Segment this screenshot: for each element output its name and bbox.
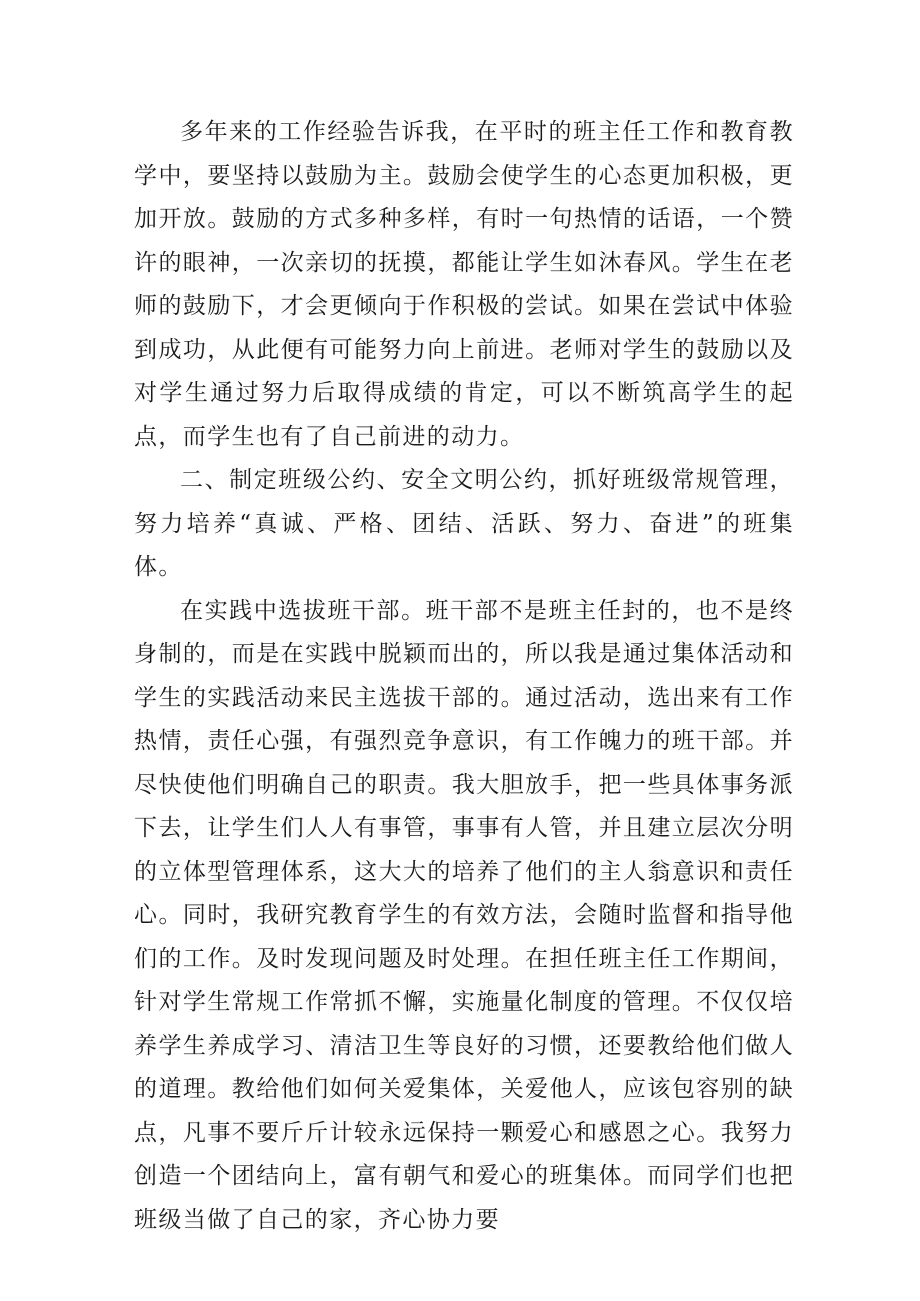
document-body	[134, 111, 794, 1242]
paragraph-encouragement: 多年来的工作经验告诉我，在平时的班主任工作和教育教学中，要坚持以鼓励为主。鼓励会使学生的心态更加积极，更加开放。鼓励的方式多种多样，有时一句热情的话语，一个赞许的眼神，一次亲切的抚摸，都能让学生如沐春风。学生在老师的鼓励下，才会更倾向于作积极的尝试。如果在尝试中体验到成功，从此便有可能努力向上前进。老师对学生的鼓励以及对学生通过努力后取得成绩的肯定，可以不断筑高学生的起点，而学生也有了自己前进的动力。	[134, 119, 794, 450]
section-heading-class-conventions: 二、制定班级公约、安全文明公约，抓好班级常规管理，努力培养“真诚、严格、团结、活跃、努力、奋进”的班集体。	[134, 467, 794, 580]
paragraph-class-cadres: 在实践中选拔班干部。班干部不是班主任封的，也不是终身制的，而是在实践中脱颖而出的，所以我是通过集体活动和学生的实践活动来民主选拔干部的。通过活动，选出来有工作热情，责任心强，有强烈竞争意识，有工作魄力的班干部。并尽快使他们明确自己的职责。我大胆放手，把一些具体事务派下去，让学生们人人有事管，事事有人管，并且建立层次分明的立体型管理体系，这大大的培养了他们的主人翁意识和责任心。同时，我研究教育学生的有效方法，会随时监督和指导他们的工作。及时发现问题及时处理。在担任班主任工作期间，针对学生常规工作常抓不懈，实施量化制度的管理。不仅仅培养学生养成学习、清洁卫生等良好的习惯，还要教给他们做人的道理。教给他们如何关爱集体，关爱他人，应该包容别的缺点，凡事不要斤斤计较永远保持一颗爱心和感恩之心。我努力创造一个团结向上，富有朝气和爱心的班集体。而同学们也把班级当做了自己的家，齐心协力要	[134, 597, 794, 1233]
